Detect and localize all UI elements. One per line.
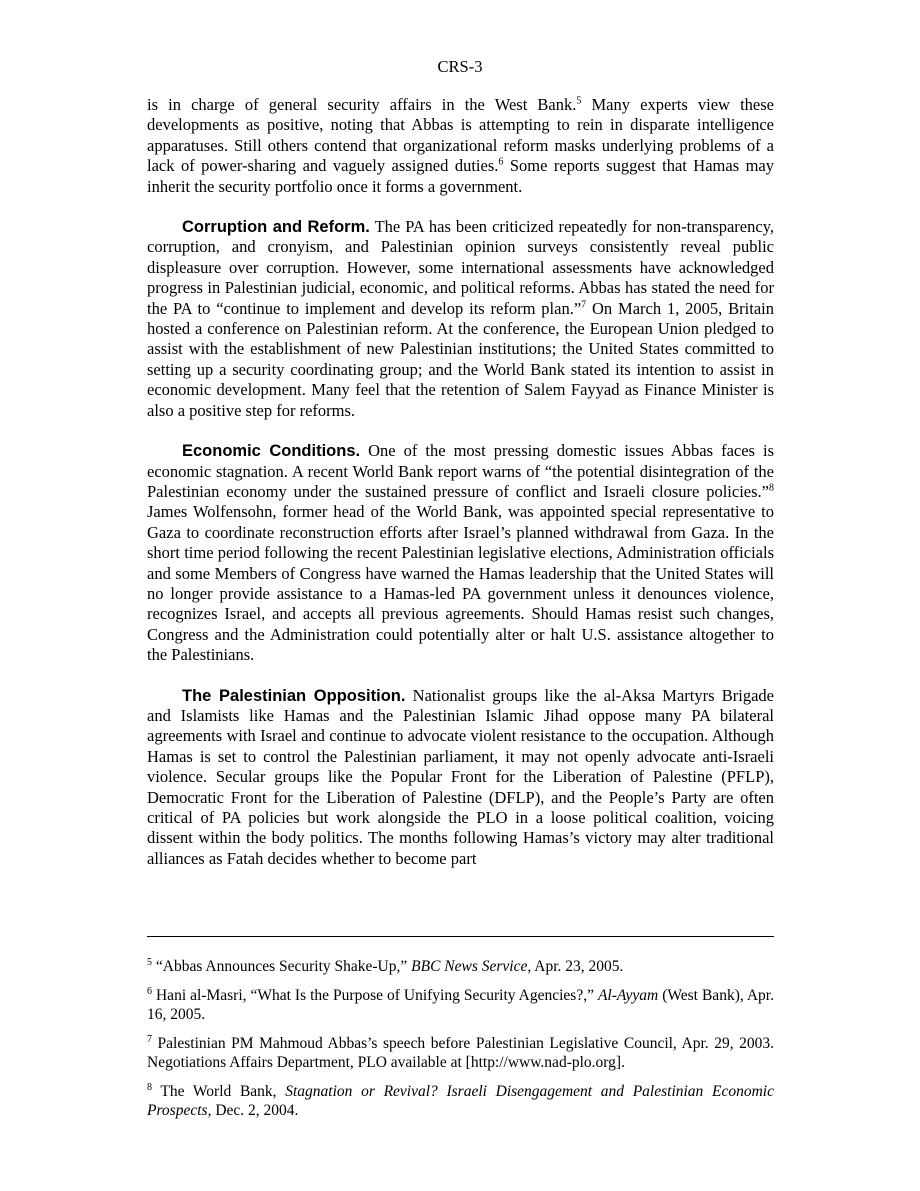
footnote-number: 5 (147, 956, 152, 968)
section-heading: Corruption and Reform. (182, 218, 370, 237)
text-run: The World Bank, (152, 1083, 286, 1100)
footnote-divider (147, 936, 774, 937)
footnote-ref[interactable]: 7 (581, 299, 587, 311)
text-run: Nationalist groups like the al-Aksa Martyrs Brigade and Islamists like Hamas and the Palestinian Islamic Jihad oppose many PA bilateral agreements with Israel and continue to advocate violent resistance to the occupation. Although Hamas is set to control the Palestinian parliament, it may not openly advocate anti-Israeli violence. Secular groups like the Popular Front for the Liberation of Palestine (PFLP), Democratic Front for the Liberation of Palestine (DFLP), and the People’s Party are often critical of PA policies but work alongside the PLO in a loose political coalition, voicing dissent within the body politics. The months following Hamas’s victory may alter traditional alliances as Fatah decides whether to become part (147, 685, 774, 868)
text-run: Palestinian PM Mahmoud Abbas’s speech before Palestinian Legislative Council, Apr. 29, 2003. Negotiations Affairs Department, PLO available at [http://www.nad-plo.org]. (147, 1035, 774, 1071)
footnote-ref[interactable]: 6 (498, 156, 504, 168)
text-run: (West Bank), Apr. 16, 2005. (147, 987, 774, 1023)
page-number: CRS-3 (437, 57, 483, 76)
text-run: “Abbas Announces Security Shake-Up,” (152, 958, 412, 975)
footnote-ref[interactable]: 8 (769, 482, 774, 494)
source-title: BBC News Service (411, 958, 528, 975)
footnote-7 (147, 1034, 774, 1072)
paragraph-security (147, 95, 774, 197)
text-run: is in charge of general security affairs in the West Bank. (147, 95, 577, 114)
text-run: On March 1, 2005, Britain hosted a conference on Palestinian reform. At the conference, the European Union pledged to assist with the establishment of new Palestinian institutions; the United States committed to setting up a security coordinating group; and the World Bank stated its intention to assist in economic development. Many feel that the retention of Salem Fayyad as Finance Minister is also a positive step for reforms. (147, 298, 774, 420)
text-run: Some reports suggest that Hamas may inherit the security portfolio once it forms a government. (147, 156, 774, 196)
source-title: Al-Ayyam (597, 987, 659, 1004)
text-run: Hani al-Masri, “What Is the Purpose of Unifying Security Agencies?,” (152, 987, 598, 1004)
body-text (147, 95, 774, 889)
footnote-8 (147, 1082, 774, 1120)
text-run: The PA has been criticized repeatedly for non-transparency, corruption, and cronyism, and Palestinian opinion surveys consistently reveal public displeasure over corruption. However, some international assessments have acknowledged progress in Palestinian judicial, economic, and political reforms. Abbas has stated the need for the PA to “continue to implement and develop its reform plan.” (147, 217, 775, 318)
source-title: Stagnation or Revival? Israeli Disengagement and Palestinian Economic Prospects (147, 1083, 774, 1119)
text-run: Many experts view these developments as positive, noting that Abbas is attempting to rein in disparate intelligence apparatuses. Still others contend that organizational reform masks underlying problems of a lack of power-sharing and vaguely assigned duties. (147, 95, 774, 176)
paragraph-palestinian-opposition (147, 686, 774, 870)
text-run: James Wolfensohn, former head of the World Bank, was appointed special representative to Gaza to coordinate reconstruction efforts after Israel’s planned withdrawal from Gaza. In the short time period following the recent Palestinian legislative elections, Administration officials and some Members of Congress have warned the Hamas leadership that the United States will no longer provide assistance to a Hamas-led PA government unless it denounces violence, recognizes Israel, and accepts all previous agreements. Should Hamas resist such changes, Congress and the Administration could potentially alter or halt U.S. assistance altogether to the Palestinians. (147, 502, 774, 665)
footnote-number: 6 (147, 985, 152, 997)
footnotes (147, 957, 774, 1130)
footnote-5 (147, 957, 774, 976)
text-run: , Dec. 2, 2004. (207, 1102, 299, 1119)
section-heading: Economic Conditions. (182, 442, 361, 461)
footnote-number: 8 (147, 1081, 152, 1093)
footnote-ref[interactable]: 5 (576, 95, 582, 107)
text-run: , Apr. 23, 2005. (527, 958, 624, 975)
footnote-6 (147, 986, 774, 1024)
footnote-number: 7 (147, 1033, 152, 1045)
text-run: One of the most pressing domestic issues Abbas faces is economic stagnation. A recent World Bank report warns of “the potential disintegration of the Palestinian economy under the sustained pressure of conflict and Israeli closure policies.” (147, 441, 774, 501)
section-heading: The Palestinian Opposition. (182, 686, 406, 705)
paragraph-corruption-reform (147, 217, 774, 421)
paragraph-economic-conditions (147, 441, 774, 665)
